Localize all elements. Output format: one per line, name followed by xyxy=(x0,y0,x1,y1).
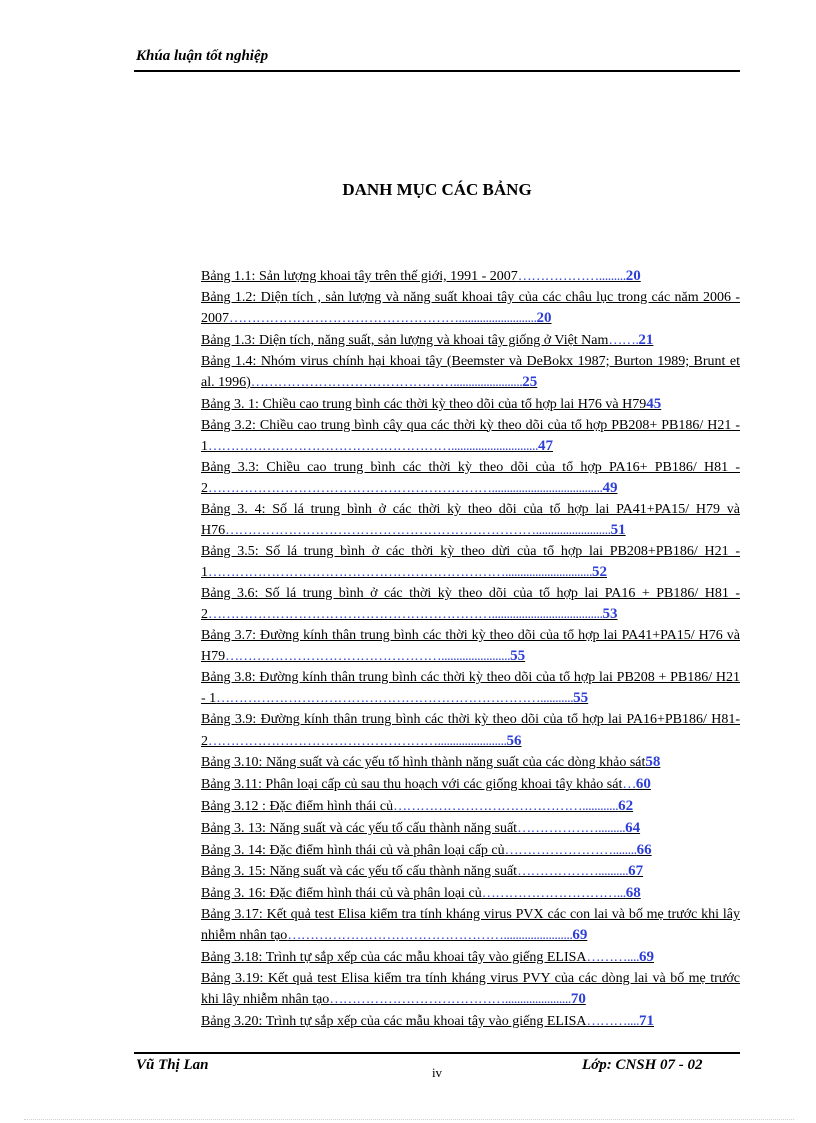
toc-entry[interactable] xyxy=(201,883,740,904)
toc-entry-page: 45 xyxy=(646,395,662,412)
toc-entry[interactable] xyxy=(201,947,740,968)
toc-entry[interactable] xyxy=(201,1011,740,1032)
toc-entry-page: 53 xyxy=(602,606,618,623)
toc-entry-leader: ……………………........ xyxy=(504,842,637,858)
toc-entry-page: 69 xyxy=(639,949,655,965)
toc-entry-title: Bảng 3.12 : Đặc điểm hình thái củ xyxy=(201,798,394,814)
toc-entry[interactable] xyxy=(201,818,740,839)
toc-entry[interactable] xyxy=(201,542,740,584)
toc-entry-title: Bảng 3.3: Chiều cao trung bình các thời kỳ theo dõi của tổ hợp PA16+ PB186/ H81 - 2 xyxy=(201,459,740,496)
toc-entry-leader: ……….... xyxy=(586,1013,640,1029)
page-title: DANH MỤC CÁC BẢNG xyxy=(342,180,532,199)
toc-entry-title: Bảng 1.1: Sản lượng khoai tây trên thế giới, 1991 - 2007 xyxy=(201,269,518,284)
toc-entry-title: Bảng 3.7: Đường kính thân trung bình các thời kỳ theo dõi của tổ hợp lai PA41+PA15/ H76 và H79 xyxy=(201,628,740,665)
toc-entry-leader: …………………………... xyxy=(481,886,626,902)
toc-entry-page: 47 xyxy=(538,437,553,454)
toc-entry-leader: ………………………………………………………..................................... xyxy=(208,607,603,623)
toc-entry-page: 70 xyxy=(570,991,586,1008)
footer-class: Lớp: CNSH 07 - 02 xyxy=(582,1057,703,1073)
toc-entry[interactable] xyxy=(201,352,740,394)
toc-entry-title: Bảng 3.17: Kết quả test Elisa kiểm tra tính kháng virus PVX các con lai và bố mẹ trước khi lây nhiễm nhân tạo xyxy=(201,906,740,944)
toc-entry[interactable] xyxy=(201,288,740,330)
toc-entry[interactable] xyxy=(201,774,740,795)
toc-entry-title: Bảng 3.8: Đường kính thân trung bình các thời kỳ theo dõi của tổ hợp lai PB208 + PB186/ H21 - 1 xyxy=(201,670,740,707)
toc-entry-page: 62 xyxy=(618,797,634,814)
toc-entry-title: Bảng 3.18: Trình tự sắp xếp của các mẫu khoai tây vào giếng ELISA xyxy=(201,950,587,965)
toc-entry-leader: ……………………………………………....................... xyxy=(208,733,507,749)
toc-entry[interactable] xyxy=(201,416,740,458)
toc-entry-leader: ………………......... xyxy=(517,269,626,284)
toc-entry[interactable] xyxy=(201,969,740,1011)
toc-entry[interactable] xyxy=(201,668,740,710)
toc-entry[interactable] xyxy=(201,905,740,947)
toc-entry[interactable] xyxy=(201,796,740,817)
header-title: Khúa luận tốt nghiệp xyxy=(136,48,269,64)
toc-entry-leader: ……. xyxy=(608,332,639,348)
toc-entry-leader: …………………………………………………………............................. xyxy=(208,565,592,581)
toc-entry-page: 64 xyxy=(625,819,641,836)
toc-entry-leader: ………………………………………………………..................................... xyxy=(208,480,603,496)
toc-entry-page: 67 xyxy=(628,863,644,880)
toc-entry-leader: ……………………………………………………………......................... xyxy=(225,523,611,539)
toc-entry-leader: ……….... xyxy=(586,950,640,965)
toc-entry-title: Bảng 3.9: Đường kính thân trung bình các thời kỳ theo dõi của tổ hợp lai PA16+PB186/ H81-2 xyxy=(201,712,740,749)
toc-entry[interactable] xyxy=(201,626,740,668)
toc-entry-leader: …………………………………...................... xyxy=(329,992,571,1008)
toc-entry-title: Bảng 3.20: Trình tự sắp xếp của các mẫu khoai tây vào giếng ELISA xyxy=(201,1013,587,1029)
header-divider xyxy=(134,70,740,72)
toc-entry-leader: ……………….......... xyxy=(517,864,629,880)
toc-entry-page: 69 xyxy=(572,927,588,944)
toc-entry-leader: …………………………………………….......................... xyxy=(229,311,537,327)
bottom-dotted-line xyxy=(24,1119,794,1120)
toc-entry-title: Bảng 3.6: Số lá trung bình ở các thời kỳ theo dõi của tổ hợp lai PA16 + PB186/ H81 - 2 xyxy=(201,585,740,623)
toc-entry-page: 55 xyxy=(510,648,526,665)
toc-entry-leader: … xyxy=(622,777,636,793)
toc-entry-leader: …………………………………………....................... xyxy=(225,649,511,665)
toc-entry[interactable] xyxy=(201,330,740,351)
toc-entry-leader: …………………………………………....................... xyxy=(287,928,573,944)
toc-entry-leader: ………………......... xyxy=(517,820,626,836)
toc-entry-page: 71 xyxy=(639,1012,655,1029)
toc-entry-page: 66 xyxy=(636,841,652,858)
toc-entry[interactable] xyxy=(201,752,740,773)
toc-entry-title: Bảng 1.4: Nhóm virus chính hại khoai tây (Beemster và DeBokx 1987; Burton 1989; Brunt et al. 1996) xyxy=(201,353,740,390)
toc-entry-page: 60 xyxy=(635,776,651,793)
toc-entry-title: Bảng 1.2: Diện tích , sản lượng và năng suất khoai tây của các châu lục trong các năm 2006 - 2007 xyxy=(201,289,740,327)
toc-entry-title: Bảng 3. 15: Năng suất và các yếu tố cấu thành năng suất xyxy=(201,864,518,880)
toc-entry-title: Bảng 3.5: Số lá trung bình ở các thời kỳ theo dừi của tổ hợp lai PB208+PB186/ H21 - 1 xyxy=(201,543,740,581)
toc-entry-title: Bảng 3.11: Phân loại cấp củ sau thu hoạch với các giống khoai tây khảo sát xyxy=(201,777,623,793)
toc-entry-title: Bảng 3.19: Kết quả test Elisa kiểm tra tính kháng virus PVY của các dòng lai và bố mẹ trước khi lây nhiễm nhân tạo xyxy=(201,970,740,1008)
footer-divider xyxy=(134,1052,740,1054)
toc-entry-page: 51 xyxy=(610,522,626,539)
toc-entry[interactable] xyxy=(201,584,740,626)
toc-entry-title: Bảng 3. 4: Số lá trung bình ở các thời kỳ theo dõi của tổ hợp lai PA41+PA15/ H79 và H76 xyxy=(201,501,740,539)
toc-entry-leader: ………………………………………………………………........... xyxy=(216,691,574,707)
table-of-contents xyxy=(201,266,740,1033)
toc-entry[interactable] xyxy=(201,394,740,415)
toc-entry[interactable] xyxy=(201,840,740,861)
toc-entry-title: Bảng 3. 13: Năng suất và các yếu tố cấu thành năng suất xyxy=(201,820,518,836)
toc-entry-leader: ……………………………………............ xyxy=(393,798,619,814)
toc-entry-page: 56 xyxy=(506,732,522,749)
toc-entry-page: 21 xyxy=(638,331,654,348)
page-number: iv xyxy=(431,1065,443,1080)
toc-entry-leader: ………………………………………………............................. xyxy=(208,438,538,454)
toc-entry-title: Bảng 3.2: Chiều cao trung bình cây qua các thời kỳ theo dõi của tổ hợp PB208+ PB186/ H21 - 1 xyxy=(201,417,740,454)
toc-entry-page: 20 xyxy=(625,268,641,284)
toc-entry[interactable] xyxy=(201,500,740,542)
toc-entry-page: 52 xyxy=(592,564,607,581)
toc-entry[interactable] xyxy=(201,266,740,287)
toc-entry[interactable] xyxy=(201,458,740,500)
footer-author: Vũ Thị Lan xyxy=(136,1057,209,1073)
toc-entry-page: 55 xyxy=(573,690,589,707)
toc-entry-page: 25 xyxy=(522,373,538,390)
toc-entry-title: Bảng 3. 1: Chiều cao trung bình các thời kỳ theo dõi của tổ hợp lai H76 và H79 xyxy=(201,396,647,412)
toc-entry-title: Bảng 3. 16: Đặc điểm hình thái củ và phân loại củ xyxy=(201,886,482,902)
toc-entry-title: Bảng 1.3: Diện tích, năng suất, sản lượng và khoai tây giống ở Việt Nam xyxy=(201,332,609,348)
toc-entry-page: 68 xyxy=(625,885,641,902)
toc-entry-page: 20 xyxy=(536,310,552,327)
toc-entry-page: 58 xyxy=(645,754,661,771)
toc-entry-leader: ………………………………………....................... xyxy=(250,374,523,390)
toc-entry[interactable] xyxy=(201,710,740,752)
toc-entry-title: Bảng 3. 14: Đặc điểm hình thái củ và phân loại cấp củ xyxy=(201,842,505,858)
toc-entry[interactable] xyxy=(201,861,740,882)
toc-entry-page: 49 xyxy=(602,479,618,496)
toc-entry-title: Bảng 3.10: Năng suất và các yếu tố hình thành năng suất của các dòng khảo sát xyxy=(201,755,646,771)
